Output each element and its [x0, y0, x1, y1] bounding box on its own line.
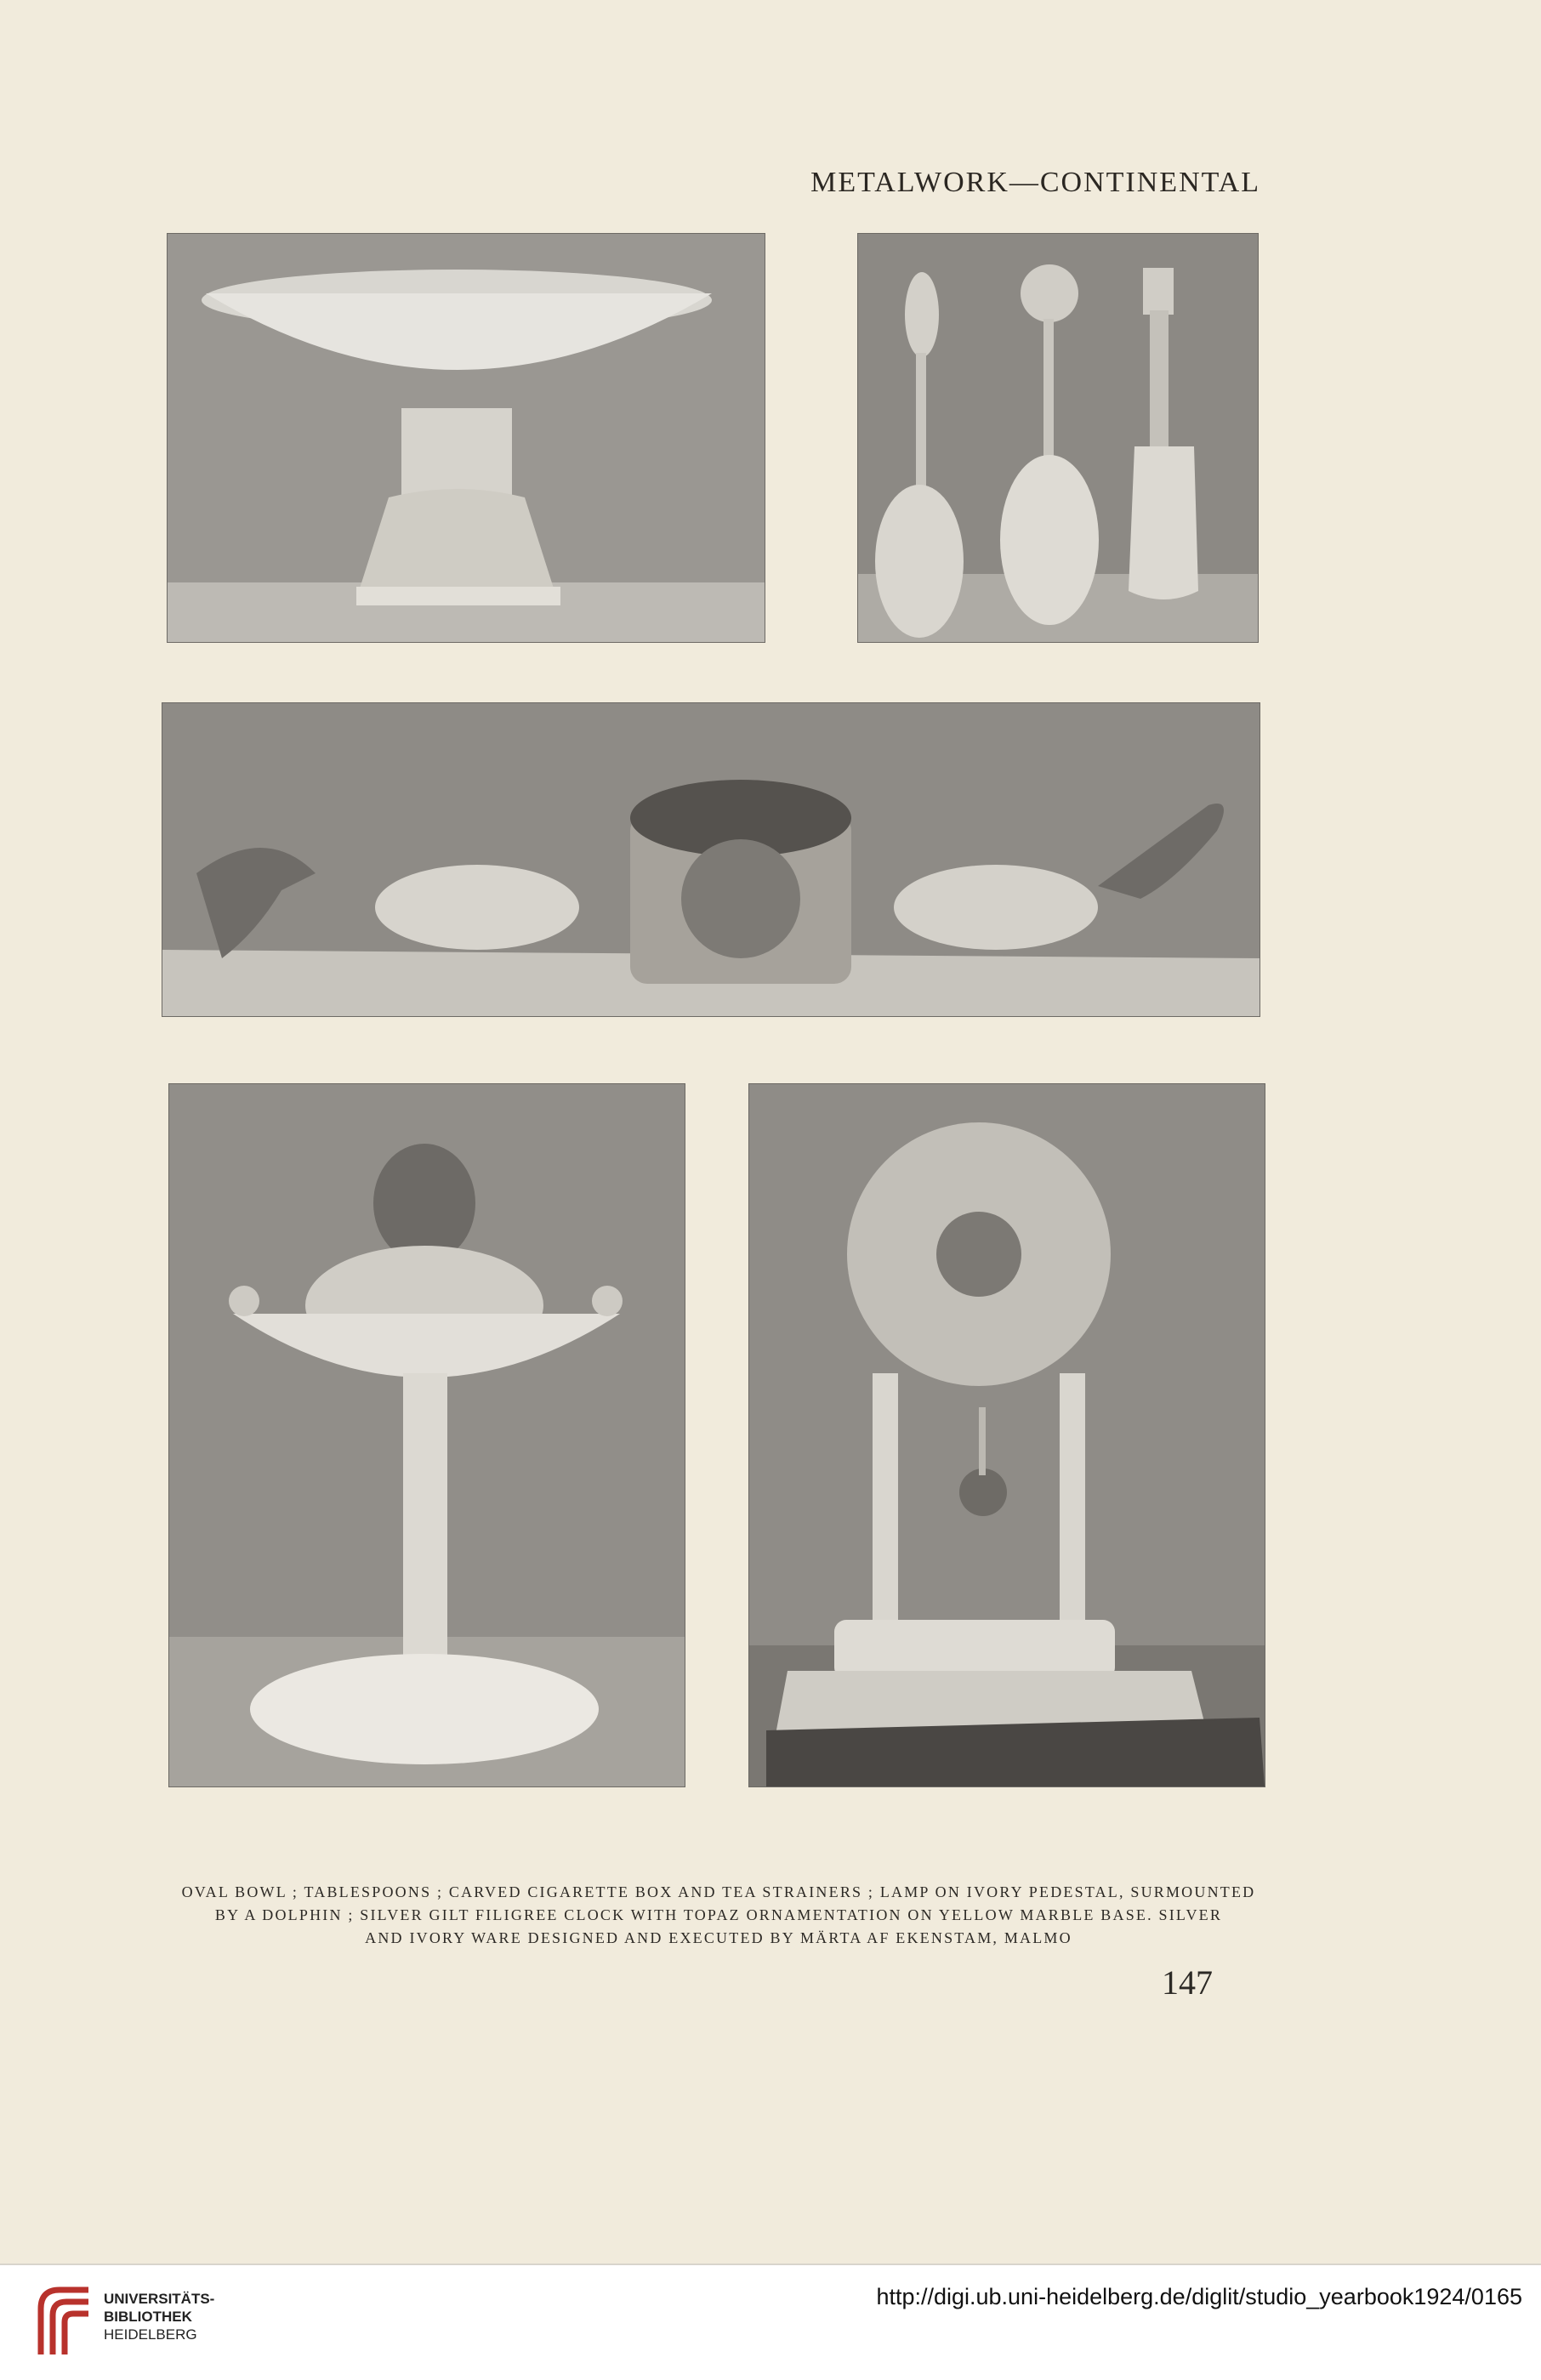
- photo-oval-bowl: [167, 233, 765, 643]
- photo-lamp-ivory-pedestal: [168, 1083, 685, 1787]
- photo-cigarette-box-tea-strainers: [162, 702, 1260, 1017]
- page-number: 147: [1162, 1963, 1213, 2002]
- permalink-url[interactable]: http://digi.ub.uni-heidelberg.de/diglit/studio_yearbook1924/0165: [876, 2284, 1522, 2309]
- library-line-3: HEIDELBERG: [104, 2326, 197, 2343]
- figure-caption: [153, 1881, 1284, 1950]
- digitization-footer: [0, 2264, 1541, 2380]
- caption-line-3: AND IVORY WARE DESIGNED AND EXECUTED BY MÄRTA AF EKENSTAM, MALMO: [365, 1929, 1072, 1946]
- university-library-logo-icon: [34, 2283, 95, 2361]
- library-line-1: UNIVERSITÄTS-: [104, 2291, 215, 2307]
- library-name: [104, 2290, 214, 2343]
- running-header: METALWORK—CONTINENTAL: [810, 167, 1260, 198]
- caption-line-1: OVAL BOWL ; TABLESPOONS ; CARVED CIGARETTE BOX AND TEA STRAINERS ; LAMP ON IVORY PEDESTAL, SURMOUNTED: [181, 1883, 1256, 1900]
- caption-line-2: BY A DOLPHIN ; SILVER GILT FILIGREE CLOCK WITH TOPAZ ORNAMENTATION ON YELLOW MARBLE BASE. SILVER: [214, 1906, 1223, 1923]
- photo-tablespoons: [857, 233, 1259, 643]
- library-line-2: BIBLIOTHEK: [104, 2309, 192, 2325]
- photo-filigree-clock: [748, 1083, 1265, 1787]
